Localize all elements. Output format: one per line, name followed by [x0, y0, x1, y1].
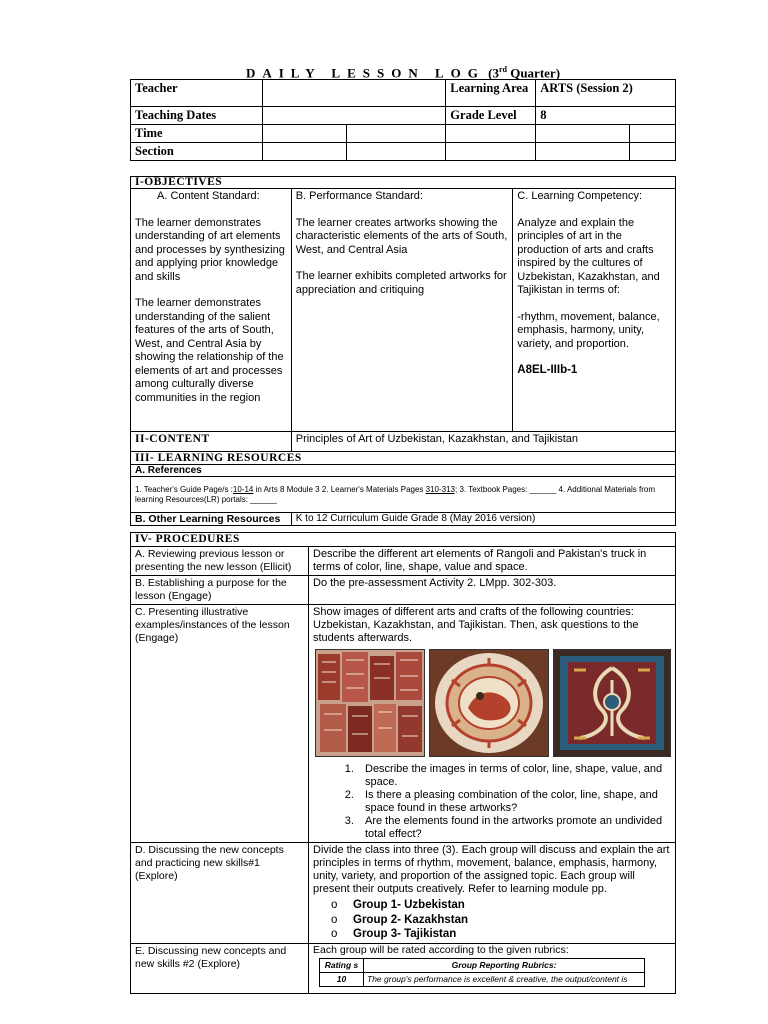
references-textbook: 3. Textbook Pages: ______ 4. Additional Materials from learning Resources(LR) portals: ______ — [135, 484, 655, 504]
performance-standard-cell — [291, 189, 513, 432]
performance-standard-p1: The learner creates artworks showing the characteristic elements of the arts of South, West, and Central Asia — [295, 216, 508, 256]
question-item: 3. Are the elements found in the artworks promote an undivided total effect? — [357, 815, 671, 841]
procedure-e-label: E. Discussing new concepts and new skills #2 (Explore) — [131, 943, 309, 993]
question-item: 1. Describe the images in terms of color, line, shape, value, and space. — [357, 763, 671, 789]
rubric-row-text: The group's performance is excellent & creative, the output/content is — [364, 972, 645, 986]
title-sup: rd — [498, 65, 507, 74]
rubric-head-title: Group Reporting Rubrics: — [364, 958, 645, 972]
rubric-head-rating: Rating s — [320, 958, 364, 972]
grade-level-label: Grade Level — [446, 107, 536, 125]
learning-area-label: Learning Area — [446, 80, 536, 107]
learning-competency-label: C. Learning Competency: — [517, 190, 642, 202]
group-1: Group 1- Uzbekistan — [353, 899, 465, 911]
procedure-e-value: Each group will be rated according to the given rubrics: — [313, 943, 569, 956]
group-item — [331, 927, 671, 942]
content-standard-p2: The learner demonstrates understanding of the salient features of the arts of South, West, and Central Asia by showing the relationship of the elements of art and processes among culturally diverse communities in the region — [135, 297, 284, 404]
procedure-b-label: B. Establishing a purpose for the lesson (Engage) — [131, 576, 309, 605]
group-3: Group 3- Tajikistan — [353, 928, 457, 940]
title-quarter-pre: (3 — [488, 65, 499, 81]
teacher-field[interactable] — [262, 80, 446, 107]
procedures-heading: IV- PROCEDURES — [131, 533, 676, 547]
procedure-a-label: A. Reviewing previous lesson or presenting the new lesson (Ellicit) — [131, 547, 309, 576]
procedure-a-value: Describe the different art elements of Rangoli and Pakistan's truck in terms of color, line, shape, value and space. — [309, 547, 676, 576]
group-list — [313, 898, 671, 942]
rubric-row-rating: 10 — [320, 972, 364, 986]
section-cell-5[interactable] — [630, 143, 676, 161]
procedure-d-cell — [309, 843, 676, 944]
references-text — [131, 477, 676, 513]
references-tg-pages: 10-14 — [232, 484, 254, 494]
objectives-table — [130, 176, 676, 526]
references-lm: in Arts 8 Module 3 2. Learner's Materials Pages — [253, 484, 426, 494]
uzbek-textiles-image — [315, 649, 425, 757]
performance-standard-label: B. Performance Standard: — [295, 190, 423, 202]
procedure-d-label: D. Discussing the new concepts and practicing new skills#1 (Explore) — [131, 843, 309, 944]
other-resources-value: K to 12 Curriculum Guide Grade 8 (May 2016 version) — [291, 513, 675, 526]
section-label: Section — [131, 143, 263, 161]
content-standard-cell — [131, 189, 292, 432]
title-spaced: DAILY LESSON LOG — [245, 65, 485, 81]
procedure-c-value: Show images of different arts and crafts of the following countries: Uzbekistan, Kazakhstan, and Tajikistan. Then, ask questions to the students afterwards. — [313, 606, 639, 644]
time-label: Time — [131, 125, 263, 143]
time-cell-4[interactable] — [536, 125, 630, 143]
question-item: 2. Is there a pleasing combination of the color, line, shape, and space found in these artworks? — [357, 789, 671, 815]
time-cell-5[interactable] — [630, 125, 676, 143]
header-table — [130, 79, 676, 161]
references-lm-pages: 310-313; — [425, 484, 458, 494]
procedure-b-value: Do the pre-assessment Activity 2. LMpp. 302-303. — [309, 576, 676, 605]
learning-area-value: ARTS (Session 2) — [536, 80, 676, 107]
bullet-icon: o — [331, 928, 338, 940]
procedure-c-cell — [309, 605, 676, 843]
learning-competency-p2: -rhythm, movement, balance, emphasis, harmony, unity, variety, and proportion. — [517, 310, 660, 350]
learning-competency-cell — [513, 189, 676, 432]
content-heading: II-CONTENT — [131, 432, 292, 452]
rubric-table — [319, 958, 645, 987]
procedure-d-value: Divide the class into three (3). Each group will discuss and explain the art principles in terms of rhythm, movement, balance, emphasis, harmony, unity, variety, and proportion of the assigned topic. Each group will present their outputs creatively. Refer to learning module pp. — [313, 844, 670, 895]
kazakh-plate-image — [429, 649, 549, 757]
grade-level-value: 8 — [536, 107, 676, 125]
teaching-dates-label: Teaching Dates — [131, 107, 263, 125]
references-tg: 1. Teacher's Guide Page/s : — [135, 484, 233, 494]
procedure-e-cell — [309, 943, 676, 993]
objectives-heading: I-OBJECTIVES — [131, 177, 676, 189]
content-value: Principles of Art of Uzbekistan, Kazakhstan, and Tajikistan — [291, 432, 675, 452]
teaching-dates-field[interactable] — [262, 107, 446, 125]
section-cell-1[interactable] — [262, 143, 346, 161]
other-resources-label: B. Other Learning Resources — [131, 513, 292, 526]
group-item — [331, 898, 671, 913]
artwork-images — [315, 649, 671, 757]
teacher-label: Teacher — [131, 80, 263, 107]
procedure-c-label: C. Presenting illustrative examples/instances of the lesson (Engage) — [131, 605, 309, 843]
section-cell-3[interactable] — [446, 143, 536, 161]
time-cell-2[interactable] — [346, 125, 446, 143]
tajik-carpet-image — [553, 649, 671, 757]
procedure-c-questions — [313, 763, 671, 841]
section-cell-2[interactable] — [346, 143, 446, 161]
content-standard-label: A. Content Standard: — [157, 190, 260, 202]
resources-heading: III- LEARNING RESOURCES — [131, 452, 676, 465]
section-cell-4[interactable] — [536, 143, 630, 161]
time-cell-3[interactable] — [446, 125, 536, 143]
title-quarter-post: Quarter) — [506, 65, 561, 81]
performance-standard-p2: The learner exhibits completed artworks for appreciation and critiquing — [295, 270, 507, 296]
procedures-table — [130, 532, 676, 994]
content-standard-p1: The learner demonstrates understanding of art elements and processes by synthesizing and applying prior knowledge and skills — [135, 216, 285, 283]
bullet-icon: o — [331, 913, 338, 926]
group-item — [331, 913, 671, 928]
references-line — [135, 485, 671, 505]
time-cell-1[interactable] — [262, 125, 346, 143]
references-label: A. References — [131, 465, 676, 477]
competency-code: A8EL-IIIb-1 — [517, 364, 578, 376]
learning-competency-p1: Analyze and explain the principles of art in the production of arts and crafts inspired by the cultures of Uzbekistan, Kazakhstan, and Tajikistan in terms of: — [517, 216, 660, 296]
bullet-icon: o — [331, 899, 338, 911]
group-2: Group 2- Kazakhstan — [353, 913, 469, 926]
